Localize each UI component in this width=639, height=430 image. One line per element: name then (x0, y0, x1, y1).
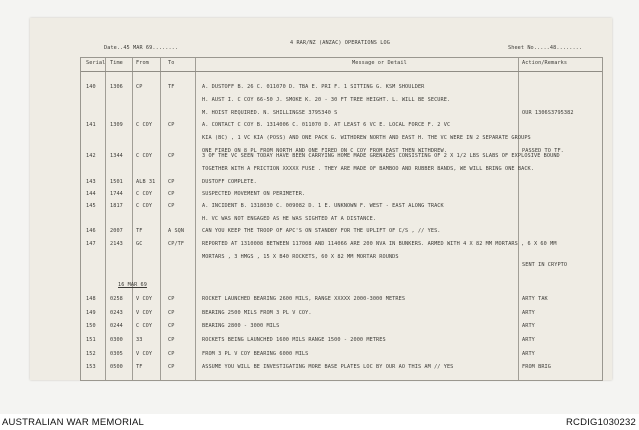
from: TF (136, 364, 143, 370)
to: TF (168, 84, 175, 90)
message-line: FROM 3 PL V COY BEARING 6000 MILS (202, 351, 309, 357)
message-line: MORTARS , 3 HMGS , 15 X B40 ROCKETS, 60 X 82 MM MORTAR ROUNDS (202, 254, 399, 260)
message-line: H. VC WAS NOT ENGAGED AS HE WAS SIGHTED AT A DISTANCE. (202, 216, 377, 222)
from: C COY (136, 122, 153, 128)
message-line: ASSUME YOU WILL BE INVESTIGATING MORE BASE PLATES LOC BY OUR AO THIS AM // YES (202, 364, 454, 370)
message-line: BEARING 2800 - 3000 MILS (202, 323, 280, 329)
message-line: A. CONTACT C COY B. 1314006 C. 011070 D. AT LEAST 6 VC E. LOCAL FORCE F. 2 VC (202, 122, 451, 128)
serial: 149 (86, 310, 96, 316)
remark: FROM BRIG (522, 364, 552, 370)
from: 33 (136, 337, 143, 343)
time: 1306 (110, 84, 123, 90)
serial: 153 (86, 364, 96, 370)
serial: 145 (86, 203, 96, 209)
message-line: SUSPECTED MOVEMENT ON PERIMETER. (202, 191, 306, 197)
time: 0244 (110, 323, 123, 329)
message-line: BEARING 2500 MILS FROM 3 PL V COY. (202, 310, 312, 316)
remark: ARTY TAK (522, 296, 548, 302)
serial: 141 (86, 122, 96, 128)
from: C COY (136, 191, 153, 197)
footer-source: AUSTRALIAN WAR MEMORIAL (2, 417, 145, 428)
message-line: DUSTOFF COMPLETE. (202, 179, 257, 185)
column-header-from: From (136, 60, 149, 66)
from: V COY (136, 296, 153, 302)
remark: SENT IN CRYPTO (522, 262, 568, 268)
sheet-number: Sheet No.....48........ (508, 45, 583, 51)
remark: PASSED TO TF. (522, 148, 564, 154)
message-line: A. DUSTOFF B. 26 C. 011070 D. TBA E. PRI F. 1 SITTING G. KSM SHOULDER (202, 84, 425, 90)
message-line: M. HOIST REQUIRED. N. SHILLINGSE 3795340 S (202, 110, 338, 116)
message-line: ONE FIRED ON 8 PL FROM NORTH AND ONE FIRED ON C COY FROM EAST THEN WITHDREW. (202, 148, 447, 154)
message-line: ROCKET LAUNCHED BEARING 2600 MILS, RANGE XXXXX 2000-3000 METRES (202, 296, 406, 302)
from: V COY (136, 351, 153, 357)
from: GC (136, 241, 143, 247)
time: 0258 (110, 296, 123, 302)
message-line: CAN YOU KEEP THE TROOP OF APC'S ON STANDBY FOR THE UPLIFT OF C/S , // YES. (202, 228, 441, 234)
time: 0305 (110, 351, 123, 357)
to: CP (168, 122, 175, 128)
log-title: 4 RAR/NZ (ANZAC) OPERATIONS LOG (290, 40, 390, 46)
serial: 152 (86, 351, 96, 357)
time: 0243 (110, 310, 123, 316)
message-line: A. INCIDENT B. 1318030 C. 009082 D. 1 E. UNKNOWN F. WEST - EAST ALONG TRACK (202, 203, 444, 209)
from: CP (136, 84, 143, 90)
serial: 142 (86, 153, 96, 159)
column-header-serial: Serial (86, 60, 106, 66)
serial: 147 (86, 241, 96, 247)
time: 0500 (110, 364, 123, 370)
from: V COY (136, 310, 153, 316)
log-date: Date..45 MAR 69........ (104, 45, 179, 51)
to: CP (168, 203, 175, 209)
footer-id: RCDIG1030232 (566, 417, 636, 428)
to: CP (168, 337, 175, 343)
message-line: 3 OF THE VC SEEN TODAY HAVE BEEN CARRYING HOME MADE GRENADES CONSISTING OF 2 X 1/2 LBS SLABS OF EXPLOSIVE BOUND (202, 153, 560, 159)
date-break: 16 MAR 69 (118, 282, 148, 288)
from: C COY (136, 153, 153, 159)
time: 1744 (110, 191, 123, 197)
remark: OUR 1306S3795382 (522, 110, 574, 116)
to: CP (168, 323, 175, 329)
to: CP (168, 351, 175, 357)
serial: 144 (86, 191, 96, 197)
to: CP/TF (168, 241, 185, 247)
to: CP (168, 296, 175, 302)
message-line: ROCKETS BEING LAUNCHED 1600 MILS RANGE 1500 - 2000 METRES (202, 337, 386, 343)
column-header-time: Time (110, 60, 123, 66)
message-line: H. AUST I. C COY 66-50 J. SMOKE K. 20 - 30 FT TREE HEIGHT. L. WILL BE SECURE. (202, 97, 451, 103)
from: C COY (136, 203, 153, 209)
remark: ARTY (522, 351, 535, 357)
to: A SQN (168, 228, 185, 234)
to: CP (168, 364, 175, 370)
time: 1344 (110, 153, 123, 159)
time: 1817 (110, 203, 123, 209)
from: TF (136, 228, 143, 234)
serial: 146 (86, 228, 96, 234)
column-header-action: Action/Remarks (522, 60, 568, 66)
footer (0, 414, 639, 430)
message-line: REPORTED AT 1310008 BETWEEN 117008 AND 114066 ARE 200 NVA IN BUNKERS. ARMED WITH 4 X 82 MM MORTARS , 6 X 60 MM (202, 241, 557, 247)
column-header-message: Message or Detail (352, 60, 407, 66)
serial: 143 (86, 179, 96, 185)
serial: 148 (86, 296, 96, 302)
message-line: TOGETHER WITH A FRICTION XXXXX FUSE . THEY ARE MADE OF BAMBOO AND RUBBER BANDS, WE WILL BRING ONE BACK. (202, 166, 534, 172)
from: ALB 31 (136, 179, 156, 185)
message-line: KIA (BC) , 1 VC KIA (POSS) AND ONE PACK G. WITHDREW NORTH AND EAST H. THE VC WERE IN 2 SEPARATE GROUPS (202, 135, 531, 141)
serial: 140 (86, 84, 96, 90)
to: CP (168, 191, 175, 197)
from: C COY (136, 323, 153, 329)
serial: 151 (86, 337, 96, 343)
to: CP (168, 153, 175, 159)
remark: ARTY (522, 310, 535, 316)
serial: 150 (86, 323, 96, 329)
time: 1309 (110, 122, 123, 128)
column-header-to: To (168, 60, 175, 66)
remark: ARTY (522, 337, 535, 343)
time: 2007 (110, 228, 123, 234)
time: 2143 (110, 241, 123, 247)
time: 1501 (110, 179, 123, 185)
to: CP (168, 179, 175, 185)
time: 0300 (110, 337, 123, 343)
to: CP (168, 310, 175, 316)
remark: ARTY (522, 323, 535, 329)
